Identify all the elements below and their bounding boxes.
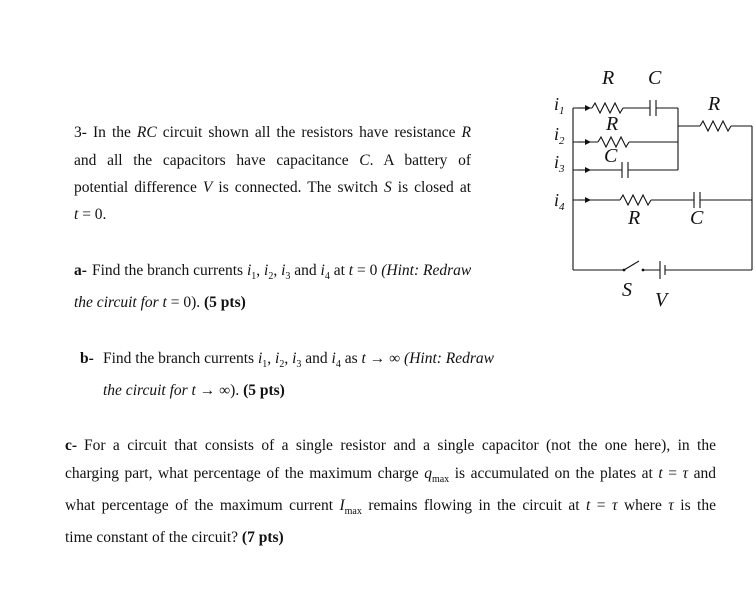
- part-b-line-1: Find the branch currents $i_1$, $i_2$, $i_3$ and $i_4$ as t → ∞ (Hint: Redraw: [103, 350, 495, 371]
- resistor-top: [592, 103, 623, 113]
- part-c-line-1: For a circuit that consists of a single resistor and a single capacitor (not the one here), in the: [84, 437, 716, 454]
- part-a-label: a-: [74, 262, 87, 279]
- label-r-mid: R: [606, 113, 619, 135]
- part-c-line-3: what percentage of the maximum current $I_{max}$ remains flowing in the circuit at t = τ where τ is the: [65, 497, 716, 518]
- label-c-bot: C: [690, 207, 704, 229]
- label-battery: V: [655, 289, 668, 311]
- current-label-i3: $i_3$: [554, 152, 565, 175]
- current-label-i2: $i_2$: [554, 124, 565, 147]
- current-arrow-1-head: [585, 105, 591, 111]
- current-arrow-3-head: [585, 167, 591, 173]
- problem-number: 3-: [74, 124, 87, 141]
- part-a-line-2: the circuit for t = 0). (5 pts): [74, 294, 246, 311]
- label-switch: S: [622, 279, 632, 301]
- label-r-bot: R: [628, 207, 641, 229]
- label-r-right: R: [708, 93, 721, 115]
- label-c-top: C: [648, 67, 662, 89]
- part-c-label: c-: [65, 437, 78, 454]
- switch-contact-right: [642, 269, 645, 272]
- rc-circuit-diagram: [550, 58, 755, 318]
- problem-statement-line-1: In the RC circuit shown all the resistors have resistance R: [93, 124, 471, 141]
- label-r-top: R: [602, 67, 615, 89]
- part-b-line-2: the circuit for t → ∞). (5 pts): [103, 382, 285, 399]
- problem-statement-line-4: t = 0.: [74, 206, 107, 223]
- current-arrow-4-head: [585, 197, 591, 203]
- current-label-i4: $i_4$: [554, 190, 565, 213]
- resistor-right: [700, 121, 731, 131]
- problem-statement-line-3: potential difference V is connected. The switch S is closed at: [74, 179, 472, 196]
- part-b-label: b-: [80, 350, 94, 367]
- part-c-line-2: charging part, what percentage of the maximum charge $q_{max}$ is accumulated on the plates at t = τ and: [65, 465, 716, 486]
- current-label-i1: $i_1$: [554, 94, 565, 117]
- switch-blade: [624, 261, 639, 270]
- label-c-mid: C: [604, 145, 618, 167]
- problem-statement-line-2: and all the capacitors have capacitance C. A battery of: [74, 152, 471, 169]
- part-a-line-1: Find the branch currents $i_1$, $i_2$, $i_3$ and $i_4$ at t = 0 (Hint: Redraw: [92, 262, 472, 283]
- part-c-line-4: time constant of the circuit? (7 pts): [65, 529, 284, 546]
- current-arrow-2-head: [585, 139, 591, 145]
- switch-contact-left: [623, 269, 626, 272]
- resistor-bot: [620, 195, 651, 205]
